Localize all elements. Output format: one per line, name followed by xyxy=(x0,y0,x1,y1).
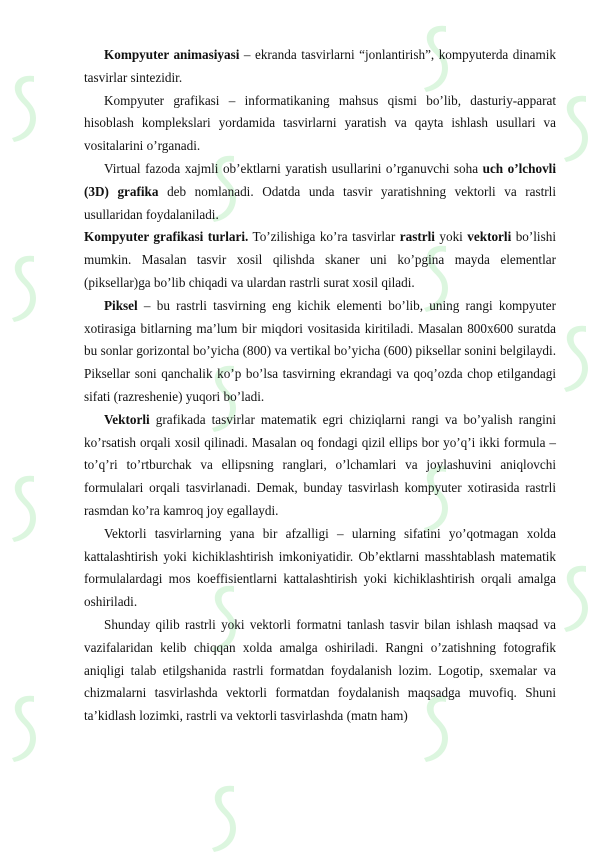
paragraph xyxy=(84,614,556,728)
text-run: bo’lishi mumkin. Masalan tasvir xosil qilishda skaner uni ko’pgina mayda elementlar (piksellar)ga bo’lib chiqadi va ulardan rastrli surat xosil qiladi. xyxy=(84,229,556,290)
bold-term: Piksel xyxy=(104,297,138,313)
text-run: Virtual fazoda xajmli ob’ektlarni yaratish usullarini o’rganuvchi soha xyxy=(104,160,483,176)
paragraph xyxy=(84,523,556,614)
text-run: grafikada tasvirlar matematik egri chiziqlarni rangi va bo’yalish rangini ko’rsatish orqali xosil qilinadi. Masalan oq fondagi qizil ellips bor yo’q’i ikki formula – to’q’ri to’rtburchak va ellipsning ranglari, o’lchamlari va joylashuvini aniqlovchi formulalari orqali tasvirlanadi. Demak, bunday tasvirlash kompyuter xotirasida rastrli rasmdan ko’ra kamroq joy egallaydi. xyxy=(84,411,556,518)
text-run: – bu rastrli tasvirning eng kichik elementi bo’lib, uning rangi kompyuter xotirasiga bitlarning ma’lum bir miqdori vositasida kiritiladi. Masalan 800x600 suratda bu sonlar gorizontal bo’yicha (800) va vertikal bo’yicha (600) piksellar sonini belgilaydi. Piksellar soni qanchalik ko’p bo’lsa tasvirning ekrandagi va qoq’ozda chop etilgandagi sifati (razreshenie) yuqori bo’ladi. xyxy=(84,297,556,404)
text-run: deb nomlanadi. Odatda unda tasvir yaratishning vektorli va rastrli usullaridan foydalaniladi. xyxy=(84,183,556,222)
watermark-s-icon xyxy=(8,470,38,544)
bold-term: vektorli xyxy=(467,229,512,245)
bold-term: uch o’lchovli (3D) grafika xyxy=(84,160,557,199)
watermark-s-icon xyxy=(560,90,590,164)
paragraph xyxy=(84,409,556,523)
paragraph xyxy=(84,90,556,158)
watermark-s-icon xyxy=(8,250,38,324)
paragraph xyxy=(84,226,556,294)
document-body xyxy=(84,44,556,728)
watermark-s-icon xyxy=(8,690,38,764)
text-run: Vektorli tasvirlarning yana bir afzalligi – ularning sifatini yo’qotmagan xolda kattalashtirish yoki kichiklashtirish imkoniyatidir. Ob’ektlarni masshtablash matematik formulalardagi mos koeffisientlarni kattalashtirish yoki kichiklashtirish orqali amalga oshiriladi. xyxy=(84,525,556,610)
watermark-s-icon xyxy=(8,70,38,144)
text-run: To’zilishiga ko’ra tasvirlar xyxy=(248,229,400,245)
bold-term: Kompyuter grafikasi turlari. xyxy=(84,229,249,245)
paragraph xyxy=(84,295,556,409)
watermark-s-icon xyxy=(560,560,590,634)
watermark-s-icon xyxy=(560,320,590,394)
paragraph xyxy=(84,44,556,90)
bold-term: Vektorli xyxy=(104,411,150,427)
text-run: Shunday qilib rastrli yoki vektorli formatni tanlash tasvir bilan ishlash maqsad va vazifalaridan kelib chiqqan xolda amalga oshiriladi. Rangni o’zatishning fotografik aniqligi talab etilgshanida rastrli formatdan foydalanish lozim. Logotip, sxemalar va chizmalarni tasvirlashda vektorli formatdan foydalanish maqsadga muvofiq. Shuni ta’kidlash lozimki, rastrli va vektorli tasvirlashda (matn ham) xyxy=(84,616,556,724)
watermark-s-icon xyxy=(208,780,238,854)
paragraph xyxy=(84,158,556,226)
bold-term: rastrli xyxy=(399,229,435,245)
bold-term: Kompyuter animasiyasi xyxy=(104,47,240,62)
text-run: – ekranda tasvirlarni “jonlantirish”, kompyuterda dinamik tasvirlar sintezidir. xyxy=(84,47,556,85)
text-run: yoki xyxy=(434,229,468,245)
text-run: Kompyuter grafikasi – informatikaning mahsus qismi bo’lib, dasturiy-apparat hisoblash komplekslari yordamida tasvirlarni yaratish va qayta ishlash usullari va vositalarini o’rganadi. xyxy=(84,92,556,154)
